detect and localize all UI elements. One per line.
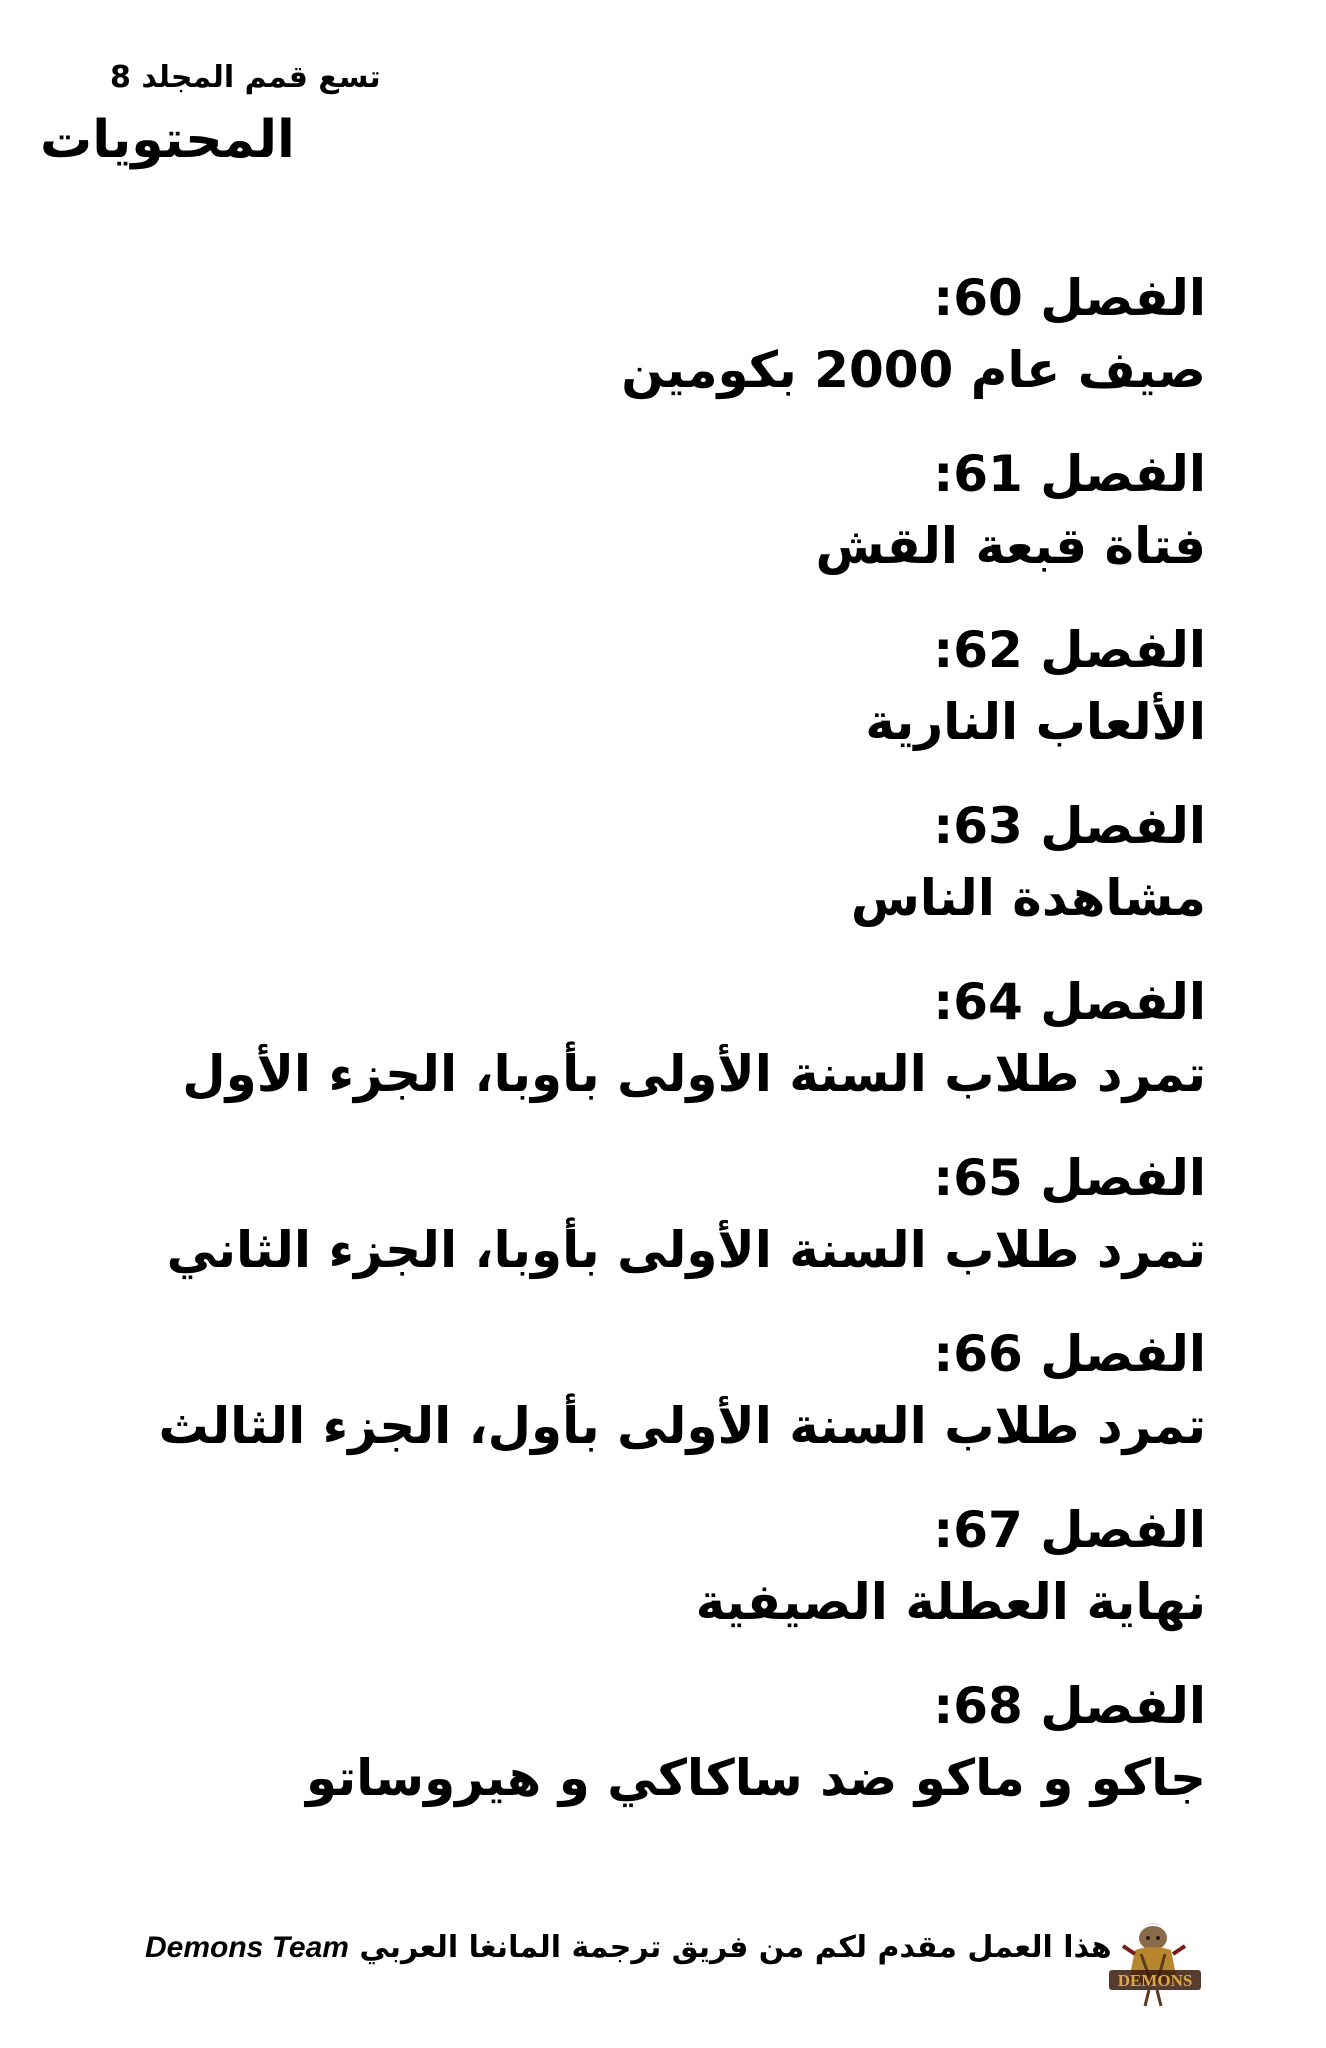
chapter-label: الفصل 64: xyxy=(933,973,1206,1031)
chapter-title: صيف عام 2000 بكومين xyxy=(621,341,1206,399)
chapter-label: الفصل 62: xyxy=(933,621,1206,679)
chapter-title: مشاهدة الناس xyxy=(850,869,1206,927)
team-name: Demons Team xyxy=(145,1931,349,1964)
chapter-68 xyxy=(106,1670,1206,1814)
chapter-title: تمرد طلاب السنة الأولى بأول، الجزء الثالث xyxy=(158,1397,1206,1455)
chapter-label: الفصل 68: xyxy=(933,1677,1206,1735)
chapter-61 xyxy=(106,438,1206,582)
chapter-label: الفصل 60: xyxy=(933,269,1206,327)
volume-line: تسع قمم المجلد 8 xyxy=(110,60,381,95)
chapter-label: الفصل 61: xyxy=(933,445,1206,503)
chapter-label: الفصل 67: xyxy=(933,1501,1206,1559)
chapter-label: الفصل 63: xyxy=(933,797,1206,855)
chapter-title: تمرد طلاب السنة الأولى بأوبا، الجزء الأول xyxy=(182,1045,1206,1103)
chapter-title: جاكو و ماكو ضد ساكاكي و هيروساتو xyxy=(306,1749,1206,1807)
footer xyxy=(145,1910,1205,2010)
chapter-title: الألعاب النارية xyxy=(865,693,1206,751)
chapter-title: تمرد طلاب السنة الأولى بأوبا، الجزء الثاني xyxy=(166,1221,1206,1279)
chapter-title: فتاة قبعة القش xyxy=(815,517,1206,575)
logo-text: DEMONS xyxy=(1117,1971,1193,1990)
page-title: المحتويات xyxy=(40,110,295,170)
chapter-label: الفصل 65: xyxy=(933,1149,1206,1207)
chapter-title: نهاية العطلة الصيفية xyxy=(695,1573,1206,1631)
chapter-65 xyxy=(106,1142,1206,1286)
table-of-contents xyxy=(106,262,1206,1814)
demons-logo-icon xyxy=(1105,1910,1205,2010)
chapter-62 xyxy=(106,614,1206,758)
chapter-label: الفصل 66: xyxy=(933,1325,1206,1383)
chapter-67 xyxy=(106,1494,1206,1638)
chapter-66 xyxy=(106,1318,1206,1462)
footer-credit xyxy=(145,1930,1112,1965)
chapter-60 xyxy=(106,262,1206,406)
chapter-63 xyxy=(106,790,1206,934)
credit-text: هذا العمل مقدم لكم من فريق ترجمة المانغا العربي xyxy=(359,1930,1112,1965)
chapter-64 xyxy=(106,966,1206,1110)
